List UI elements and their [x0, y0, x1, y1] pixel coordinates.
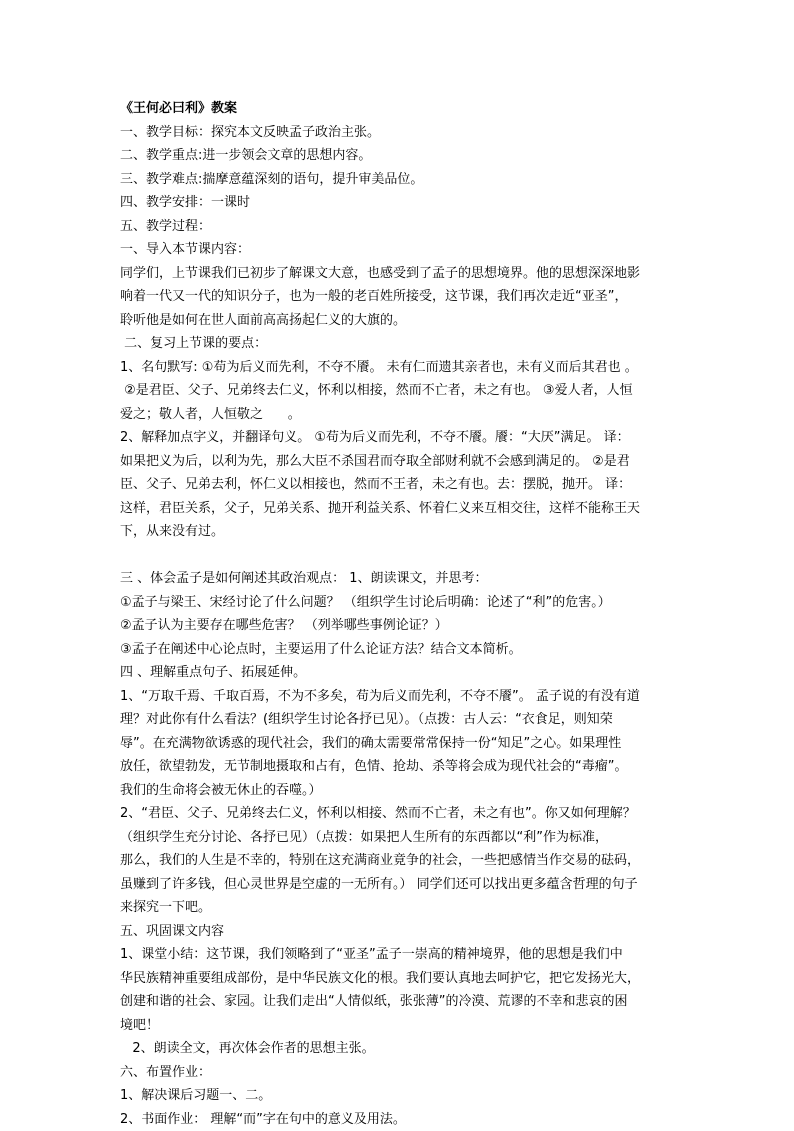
paragraph-line: 如果把义为后，以利为先，那么大臣不杀国君而夺取全部财利就不会感到满足的。 ②是君 [120, 450, 680, 474]
section-3-heading: 三 、体会孟子是如何阐述其政治观点： 1、朗读课文，并思考： [120, 567, 680, 591]
section-5-heading: 五、巩固课文内容 [120, 920, 680, 944]
teaching-process-line: 五、教学过程： [120, 215, 680, 239]
section-6-heading: 六、布置作业： [120, 1061, 680, 1085]
blank-line [120, 544, 680, 568]
teaching-focus-line: 二、教学重点:进一步领会文章的思想内容。 [120, 144, 680, 168]
paragraph-line: 华民族精神重要组成部份，是中华民族文化的根。我们要认真地去呵护它，把它发扬光大， [120, 967, 680, 991]
section-4-heading: 四 、理解重点句子、拓展延伸。 [120, 661, 680, 685]
homework-line: 1、解决课后习题一、二。 [120, 1084, 680, 1108]
lesson-plan-document [120, 97, 680, 1131]
paragraph-line: 聆听他是如何在世人面前高高扬起仁义的大旗的。 [120, 309, 680, 333]
paragraph-line: 下，从来没有过。 [120, 520, 680, 544]
homework-line: 2、书面作业： 理解“而”字在句中的意义及用法。 [120, 1108, 680, 1131]
paragraph-line: 2、解释加点字义，并翻译句义。 ①苟为后义而先利，不夺不餍。餍：“大厌”满足。 译： [120, 426, 680, 450]
paragraph-line: 1、课堂小结：这节课，我们领略到了“亚圣”孟子一崇高的精神境界，他的思想是我们中 [120, 943, 680, 967]
paragraph-line: 同学们，上节课我们已初步了解课文大意，也感受到了孟子的思想境界。他的思想深深地影 [120, 262, 680, 286]
paragraph-line: 辱”。在充满物欲诱惑的现代社会，我们的确太需要常常保持一份“知足”之心。如果理性 [120, 732, 680, 756]
paragraph-line: 这样，君臣关系，父子，兄弟关系、抛开利益关系、怀着仁义来互相交往，这样不能称王天 [120, 497, 680, 521]
paragraph-line: 1、名句默写: ①苟为后义而先利，不夺不餍。 未有仁而遗其亲者也，未有义而后其君也 。 [120, 356, 680, 380]
paragraph-line: 1、“万取千焉、千取百焉，不为不多矣，苟为后义而先利，不夺不餍”。 孟子说的有没有道 [120, 685, 680, 709]
teaching-goal-line: 一、教学目标：探究本文反映孟子政治主张。 [120, 121, 680, 145]
section-2-heading: 二、复习上节课的要点： [120, 332, 680, 356]
paragraph-line: 境吧！ [120, 1014, 680, 1038]
teaching-schedule-line: 四、教学安排：一课时 [120, 191, 680, 215]
paragraph-line: （组织学生充分讨论、各抒已见）（点拨：如果把人生所有的东西都以“利”作为标准， [120, 826, 680, 850]
paragraph-line: 创建和谐的社会、家园。让我们走出“人情似纸，张张薄”的冷漠、荒谬的不幸和悲哀的困 [120, 990, 680, 1014]
paragraph-line: 响着一代又一代的知识分子，也为一般的老百姓所接受，这节课，我们再次走近“亚圣”， [120, 285, 680, 309]
paragraph-line: 2、朗读全文，再次体会作者的思想主张。 [120, 1037, 680, 1061]
paragraph-line: 来探究一下吧。 [120, 896, 680, 920]
teaching-difficulty-line: 三、教学难点:揣摩意蕴深刻的语句，提升审美品位。 [120, 168, 680, 192]
paragraph-line: 虽赚到了许多钱，但心灵世界是空虚的一无所有。） 同学们还可以找出更多蕴含哲理的句子 [120, 873, 680, 897]
paragraph-line: 那么，我们的人生是不幸的，特别在这充满商业竟争的社会，一些把感情当作交易的砝码， [120, 849, 680, 873]
paragraph-line: 爱之；敬人者，人恒敬之 。 [120, 403, 680, 427]
paragraph-line: ②是君臣、父子、兄弟终去仁义，怀利以相接，然而不亡者，未之有也。 ③爱人者，人恒 [120, 379, 680, 403]
paragraph-line: 理？对此你有什么看法？(组织学生讨论各抒已见）。（点拨：古人云：“衣食足，则知荣 [120, 708, 680, 732]
question-line: ③孟子在阐述中心论点时，主要运用了什么论证方法？结合文本简析。 [120, 638, 680, 662]
paragraph-line: 我们的生命将会被无休止的吞噬。） [120, 779, 680, 803]
document-title: 《王何必曰利》教案 [120, 97, 680, 121]
question-line: ②孟子认为主要存在哪些危害？ （列举哪些事例论证？） [120, 614, 680, 638]
paragraph-line: 2、“君臣、父子、兄弟终去仁义，怀利以相接、然而不亡者，未之有也”。你又如何理解？ [120, 802, 680, 826]
question-line: ①孟子与梁王、宋经讨论了什么问题？ （组织学生讨论后明确：论述了“利”的危害。） [120, 591, 680, 615]
paragraph-line: 臣、父子、兄弟去利，怀仁义以相接也，然而不王者，未之有也。去：摆脱，抛开。 译： [120, 473, 680, 497]
paragraph-line: 放任，欲望勃发，无节制地摄取和占有，色情、抢劫、杀等将会成为现代社会的“毒瘤”。 [120, 755, 680, 779]
section-1-heading: 一、导入本节课内容： [120, 238, 680, 262]
